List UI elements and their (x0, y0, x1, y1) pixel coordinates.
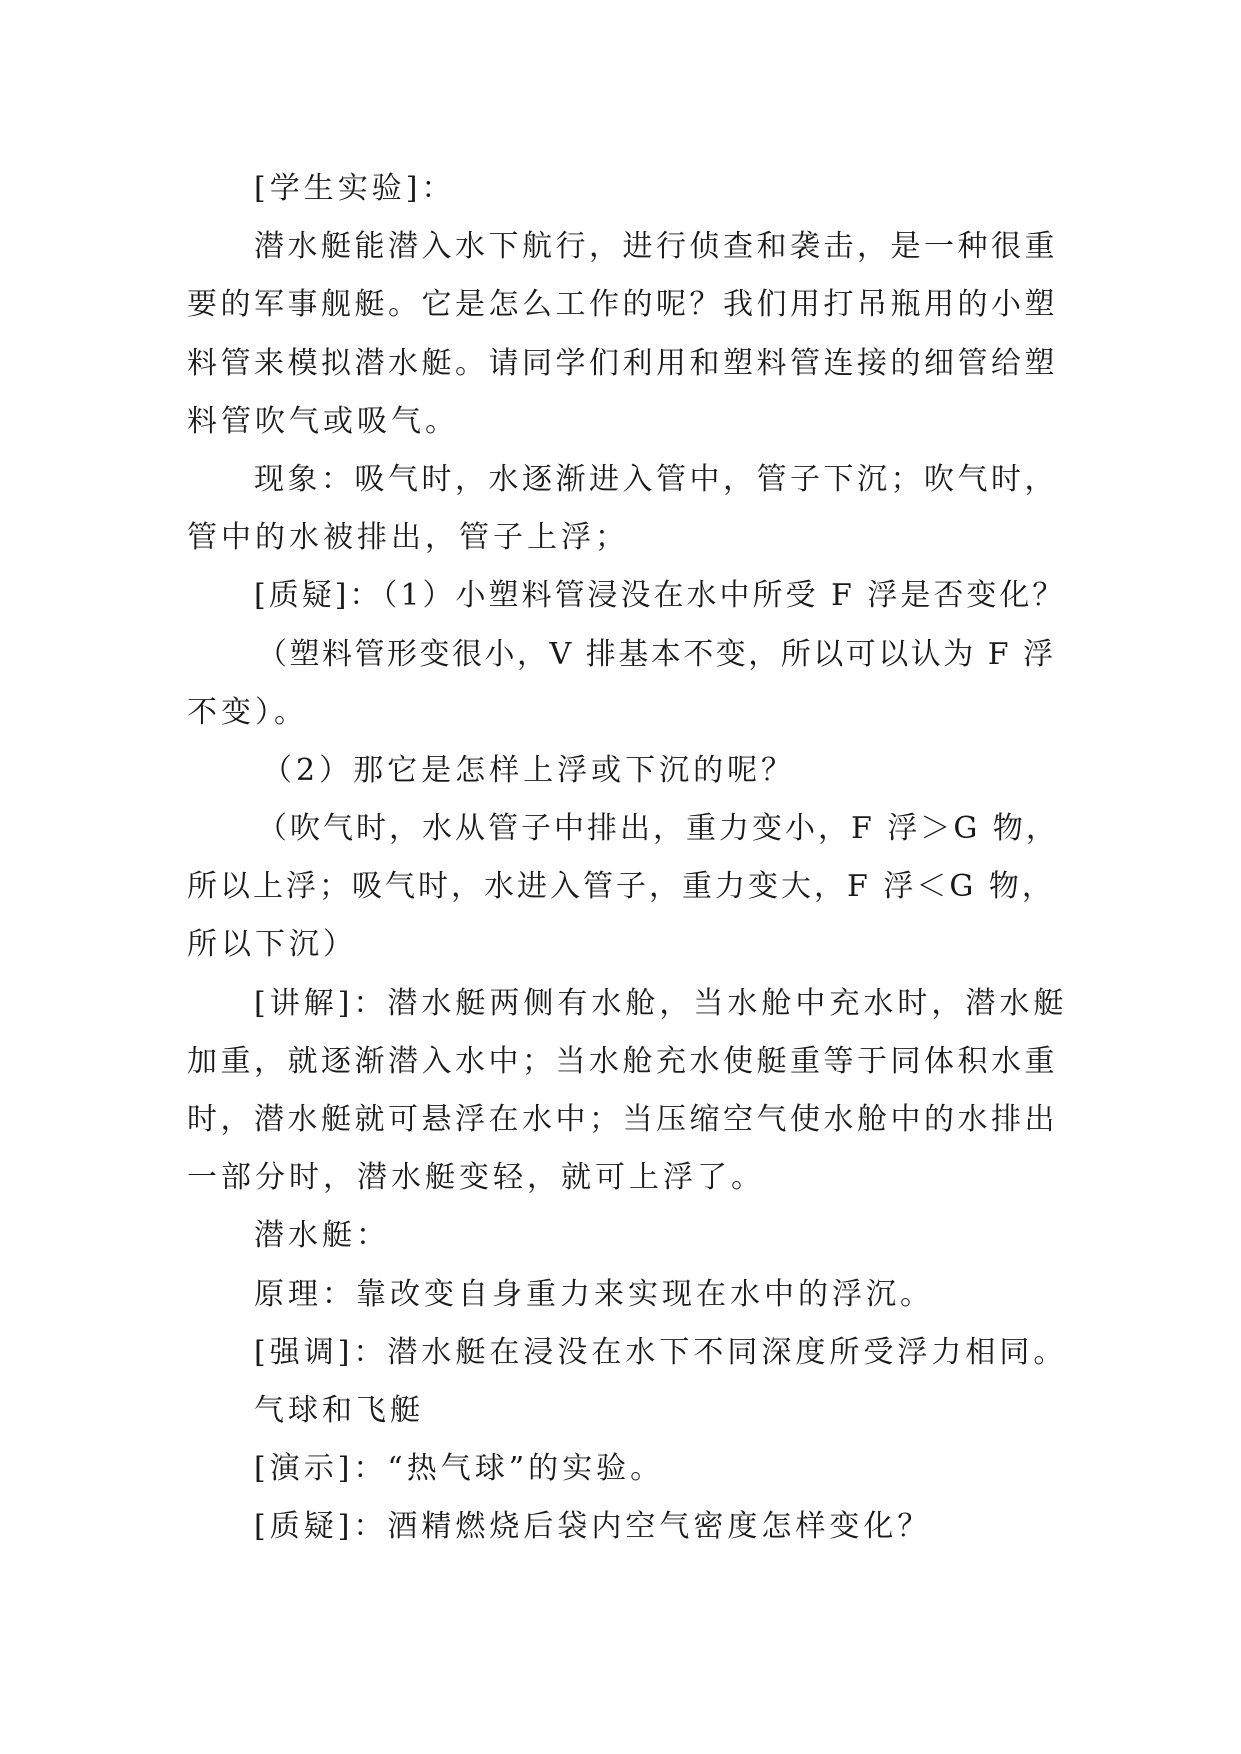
paragraph-line: [强调]：潜水艇在浸没在水下不同深度所受浮力相同。 (254, 1334, 1068, 1370)
paragraph-line: 现象：吸气时，水逐渐进入管中，管子下沉；吹气时， (254, 461, 1058, 497)
paragraph-line: 所以下沉） (187, 927, 357, 963)
paragraph-line: 一部分时，潜水艇变轻，就可上浮了。 (187, 1160, 765, 1196)
paragraph-line: [学生实验]： (254, 171, 456, 206)
paragraph-line: （2）那它是怎样上浮或下沉的呢？ (262, 752, 796, 788)
paragraph-line: 气球和飞艇 (254, 1392, 424, 1428)
paragraph-line: 所以上浮；吸气时，水进入管子，重力变大，F 浮＜G 物， (187, 869, 1055, 905)
paragraph-line: [质疑]：（1）小塑料管浸没在水中所受 F 浮是否变化？ (254, 578, 1066, 614)
paragraph-line: [演示]：“热气球”的实验。 (254, 1451, 665, 1487)
paragraph-line: 要的军事舰艇。它是怎么工作的呢？我们用打吊瓶用的小塑 (187, 287, 1058, 323)
paragraph-line: 料管吹气或吸气。 (187, 403, 459, 439)
paragraph-line: 原理：靠改变自身重力来实现在水中的浮沉。 (254, 1276, 934, 1312)
document-body (187, 160, 1067, 1557)
paragraph-line: 加重，就逐渐潜入水中；当水舱充水使艇重等于同体积水重 (187, 1043, 1058, 1079)
paragraph-line: 料管来模拟潜水艇。请同学们利用和塑料管连接的细管给塑 (187, 345, 1058, 381)
paragraph-line: 潜水艇： (254, 1218, 390, 1254)
paragraph-line: 管中的水被排出，管子上浮； (187, 520, 629, 556)
paragraph-line: （塑料管形变很小，V 排基本不变，所以可以认为 F 浮 (257, 636, 1056, 672)
paragraph-line: [讲解]：潜水艇两侧有水舱，当水舱中充水时，潜水艇 (254, 985, 1068, 1021)
paragraph-line: [质疑]：酒精燃烧后袋内空气密度怎样变化？ (254, 1509, 932, 1545)
paragraph-line: 时，潜水艇就可悬浮在水中；当压缩空气使水舱中的水排出 (187, 1102, 1058, 1137)
paragraph-line: （吹气时，水从管子中排出，重力变小，F 浮＞G 物， (257, 811, 1059, 847)
paragraph-line: 潜水艇能潜入水下航行，进行侦查和袭击，是一种很重 (254, 229, 1058, 265)
paragraph-line: 不变）。 (187, 694, 308, 730)
